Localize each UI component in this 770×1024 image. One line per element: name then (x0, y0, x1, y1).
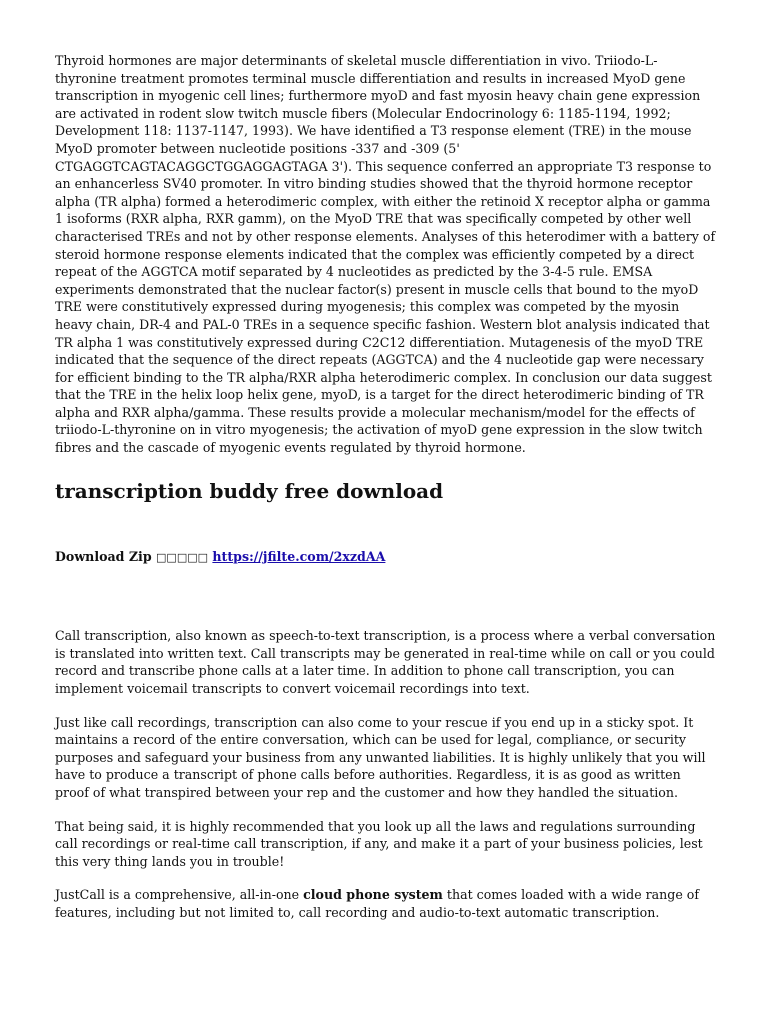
download-label: Download Zip (55, 548, 152, 564)
paragraph-laws: That being said, it is highly recommended that you look up all the laws and regulations surrounding call recordings or real-time call transcription, if any, and make it a part of your business policies, lest this very thing lands you in trouble! (55, 818, 703, 869)
paragraph-call-transcription: Call transcription, also known as speech-to-text transcription, is a process where a verbal conversation is translated into written text. Call transcripts may be generated in real-time while on call or you could record and transcribe phone calls at a later time. In addition to phone call transcription, you can implement voicemail transcripts to convert voicemail recordings into text. (55, 628, 716, 697)
intro-paragraph: Thyroid hormones are major determinants of skeletal muscle differentiation in vivo. Triiodo-L-thyronine treatment promotes terminal muscle differentiation and results in increased MyoD gene transcription in myogenic cell lines; furthermore myoD and fast myosin heavy chain gene expression are activated in rodent slow twitch muscle fibers (Molecular Endocrinology 6: 1185-1194, 1992; Development 118: 1137-1147, 1993). We have identified a T3 response element (TRE) in the mouse MyoD promoter between nucleotide positions -337 and -309 (5' CTGAGGTCAGTACAGGCTGGAGGAGTAGA 3'). This sequence conferred an appropriate T3 response to an enhancerless SV40 promoter. In vitro binding studies showed that the thyroid hormone receptor alpha (TR alpha) formed a heterodimeric complex, with either the retinoid X receptor alpha or gamma 1 isoforms (RXR alpha, RXR gamm), on the MyoD TRE that was specifically competed by other well characterised TREs and not by other response elements. Analyses of this heterodimer with a battery of steroid hormone response elements indicated that the complex was efficiently competed by a direct repeat of the AGGTCA motif separated by 4 nucleotides as predicted by the 3-4-5 rule. EMSA experiments demonstrated that the nuclear factor(s) present in muscle cells that bound to the myoD TRE were constitutively expressed during myogenesis; this complex was competed by the myosin heavy chain, DR-4 and PAL-0 TREs in a sequence specific fashion. Western blot analysis indicated that TR alpha 1 was constitutively expressed during C2C12 differentiation. Mutagenesis of the myoD TRE indicated that the sequence of the direct repeats (AGGTCA) and the 4 nucleotide gap were necessary for efficient binding to the TR alpha/RXR alpha heterodimeric complex. In conclusion our data suggest that the TRE in the helix loop helix gene, myoD, is a target for the direct heterodimeric binding of TR alpha and RXR alpha/gamma. These results provide a molecular mechanism/model for the effects of triiodo-L-thyronine on in vitro myogenesis; the activation of myoD gene expression in the slow twitch fibres and the cascade of myogenic events regulated by thyroid hormone. (55, 53, 716, 456)
cloud-phone-system-text: cloud phone system (303, 887, 443, 903)
justcall-text-after: that comes loaded with a wide range of features, including but not limited to, call recording and audio-to-text automatic transcription. (55, 887, 700, 920)
paragraph-justcall (55, 886, 717, 921)
download-arrows-icon: □□□□□ (156, 550, 208, 564)
document-page (55, 52, 717, 922)
paragraph-call-recordings: Just like call recordings, transcription can also come to your rescue if you end up in a sticky spot. It maintains a record of the entire conversation, which can be used for legal, compliance, or security purposes and safeguard your business from any unwanted liabilities. It is highly unlikely that you will have to produce a transcript of phone calls before authorities. Regardless, it is as good as written proof of what transpired between your rep and the customer and how they handled the situation. (55, 714, 706, 800)
justcall-text-before: JustCall is a comprehensive, all-in-one (55, 887, 304, 903)
download-line (55, 548, 717, 567)
page-title: transcription buddy free download (55, 478, 444, 503)
download-link[interactable]: https://jfilte.com/2xzdAA (212, 548, 386, 564)
